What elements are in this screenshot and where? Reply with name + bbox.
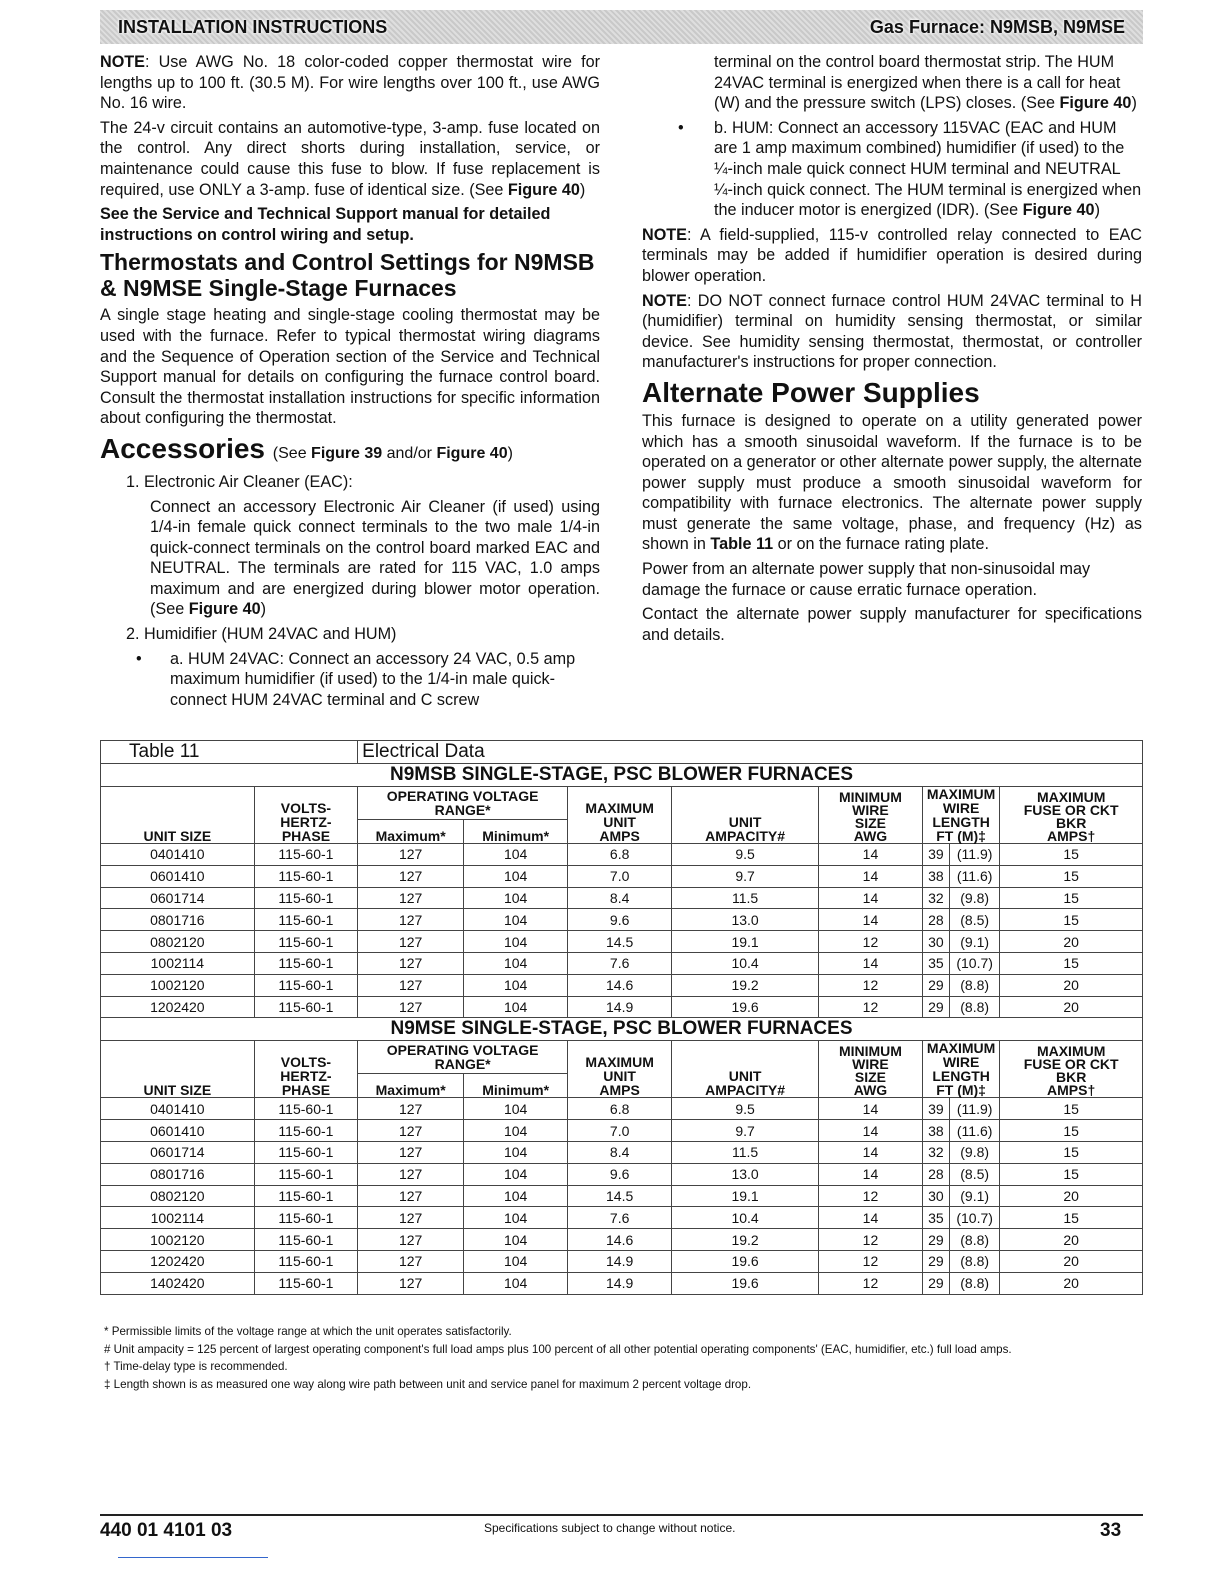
- table-row: [101, 1163, 1143, 1185]
- table-cell: 6.8: [568, 1098, 672, 1120]
- table-cell: (8.8): [950, 1272, 1000, 1294]
- table-cell: 104: [464, 844, 568, 866]
- col-wire-size: MINIMUM WIRE SIZE AWG: [819, 1041, 923, 1098]
- table-cell: 127: [358, 909, 464, 931]
- col-ampacity: UNIT AMPACITY#: [672, 1041, 819, 1098]
- table-row: [101, 1141, 1143, 1163]
- table-cell: 14: [819, 865, 923, 887]
- table-cell: 7.0: [568, 1120, 672, 1142]
- table-cell: 104: [464, 1185, 568, 1207]
- table-cell: 9.7: [672, 1120, 819, 1142]
- table-cell: 28: [922, 1163, 949, 1185]
- table-cell: 115-60-1: [254, 1098, 357, 1120]
- table-cell: (8.5): [950, 1163, 1000, 1185]
- table-cell: 115-60-1: [254, 931, 357, 953]
- col-ampacity: UNIT AMPACITY#: [672, 787, 819, 844]
- table-cell: (8.5): [950, 909, 1000, 931]
- table-cell: 127: [358, 865, 464, 887]
- col-voltage-max: Maximum*: [358, 819, 464, 843]
- table-cell: 19.2: [672, 974, 819, 996]
- table-cell: 15: [1000, 887, 1143, 909]
- table-cell: 15: [1000, 1141, 1143, 1163]
- table-row: [101, 909, 1143, 931]
- table-cell: 0601714: [101, 1141, 255, 1163]
- table-cell: 104: [464, 996, 568, 1018]
- col-operating-voltage: OPERATING VOLTAGE RANGE*: [358, 787, 568, 820]
- footnote: # Unit ampacity = 125 percent of largest operating component's full load amps plus 100 percent of all other potential operating components' (EAC, humidifier, etc.) full load amps.: [104, 1342, 1012, 1356]
- table-cell: 104: [464, 909, 568, 931]
- service-note: See the Service and Technical Support manual for detailed instructions on control wiring and setup.: [100, 205, 551, 244]
- table-cell: 1202420: [101, 996, 255, 1018]
- table-cell: 19.1: [672, 1185, 819, 1207]
- table-cell: (8.8): [950, 974, 1000, 996]
- col-max-amps: MAXIMUM UNIT AMPS: [568, 787, 672, 844]
- table-cell: (9.8): [950, 1141, 1000, 1163]
- table-cell: (11.6): [950, 1120, 1000, 1142]
- alternate-power-contact: Contact the alternate power supply manufacturer for specifications and details.: [642, 605, 1142, 644]
- table-cell: 104: [464, 1098, 568, 1120]
- table-cell: 10.4: [672, 1207, 819, 1229]
- footer-disclaimer: Specifications subject to change without notice.: [484, 1521, 736, 1535]
- fuse-paragraph: The 24-v circuit contains an automotive-type, 3-amp. fuse located on the control. Any direct shorts during installation, service, or maintenance could cause this fuse to blow. If fuse replacement is required, use ONLY a 3-amp. fuse of identical size. (See Figure 40): [100, 118, 600, 199]
- footer-link-line: [118, 1557, 268, 1558]
- thermostats-heading: Thermostats and Control Settings for N9MSB & N9MSE Single-Stage Furnaces: [100, 249, 595, 302]
- col-fuse: MAXIMUM FUSE OR CKT BKR AMPS†: [1000, 1041, 1143, 1098]
- table-row: [101, 974, 1143, 996]
- table-cell: 0801716: [101, 1163, 255, 1185]
- table-cell: 12: [819, 974, 923, 996]
- table-cell: 115-60-1: [254, 996, 357, 1018]
- table-cell: 104: [464, 865, 568, 887]
- table-cell: 12: [819, 931, 923, 953]
- table-cell: 39: [922, 1098, 949, 1120]
- table-cell: 115-60-1: [254, 1207, 357, 1229]
- table-cell: 104: [464, 1141, 568, 1163]
- table-cell: (8.8): [950, 996, 1000, 1018]
- table-cell: 115-60-1: [254, 952, 357, 974]
- footnote: * Permissible limits of the voltage range at which the unit operates satisfactorily.: [104, 1325, 512, 1338]
- table-row: [101, 1185, 1143, 1207]
- table-cell: 12: [819, 996, 923, 1018]
- table-cell: 127: [358, 996, 464, 1018]
- table-cell: 20: [1000, 1250, 1143, 1272]
- table-cell: 14.6: [568, 1229, 672, 1251]
- footnote: ‡ Length shown is as measured one way along wire path between unit and service panel for maximum 2 percent voltage drop.: [104, 1377, 752, 1391]
- table-cell: 1202420: [101, 1250, 255, 1272]
- col-voltage-min: Minimum*: [464, 819, 568, 843]
- accessory-item-2b: • b. HUM: Connect an accessory 115VAC (EAC and HUM are 1 amp maximum combined) humidifier (if used) to the ¼-inch male quick connect HUM terminal and NEUTRAL ¼-inch quick connect. The HUM terminal is energized when the inducer motor is energized (IDR). (See Figure 40): [642, 118, 1142, 221]
- col-volts: VOLTS- HERTZ- PHASE: [254, 1041, 357, 1098]
- table-cell: 14.9: [568, 1272, 672, 1294]
- table-footnotes: [104, 1323, 1144, 1393]
- table-cell: 127: [358, 1250, 464, 1272]
- table-cell: 6.8: [568, 844, 672, 866]
- table-cell: 12: [819, 1185, 923, 1207]
- table-cell: 1002120: [101, 1229, 255, 1251]
- thermostats-text: A single stage heating and single-stage cooling thermostat may be used with the furnace. Refer to typical thermostat wiring diagrams and the Sequence of Operation section of the Service and Technical Support manual for details on configuring the furnace control board. Consult the thermostat installation instructions for specific information about configuring the thermostat.: [100, 306, 600, 428]
- alternate-power-warning: Power from an alternate power supply that non-sinusoidal may damage the furnace or cause erratic furnace operation.: [642, 560, 1091, 599]
- table-cell: 20: [1000, 1272, 1143, 1294]
- table-cell: 14: [819, 1207, 923, 1229]
- table-cell: (9.8): [950, 887, 1000, 909]
- col-unit-size: UNIT SIZE: [101, 787, 255, 844]
- col-wire-size: MINIMUM WIRE SIZE AWG: [819, 787, 923, 844]
- table-cell: 0802120: [101, 1185, 255, 1207]
- table-cell: 115-60-1: [254, 1163, 357, 1185]
- table-cell: 29: [922, 974, 949, 996]
- table-cell: (11.9): [950, 844, 1000, 866]
- table-label: Table 11: [101, 741, 358, 764]
- table-cell: 9.6: [568, 1163, 672, 1185]
- alternate-power-text: This furnace is designed to operate on a utility generated power which has a smooth sinusoidal waveform. If the furnace is to be operated on a generator or other alternate power supply, the alternate power supply must produce a smooth sinusoidal waveform for compatibility with furnace electronics. The alternate power supply must generate the same voltage, phase, and frequency (Hz) as shown in Table 11 or on the furnace rating plate.: [642, 411, 1142, 554]
- table-cell: 15: [1000, 1098, 1143, 1120]
- table-cell: 7.6: [568, 1207, 672, 1229]
- table-cell: 10.4: [672, 952, 819, 974]
- table-cell: 104: [464, 1272, 568, 1294]
- table-cell: 115-60-1: [254, 1250, 357, 1272]
- section-title: N9MSB SINGLE-STAGE, PSC BLOWER FURNACES: [101, 764, 1143, 787]
- table-row: [101, 952, 1143, 974]
- table-cell: (10.7): [950, 952, 1000, 974]
- table-cell: 115-60-1: [254, 1120, 357, 1142]
- table-cell: 20: [1000, 931, 1143, 953]
- table-cell: (9.1): [950, 1185, 1000, 1207]
- table-cell: 0601714: [101, 887, 255, 909]
- table-cell: 8.4: [568, 1141, 672, 1163]
- table-cell: 11.5: [672, 1141, 819, 1163]
- table-cell: 115-60-1: [254, 1229, 357, 1251]
- table-cell: 11.5: [672, 887, 819, 909]
- table-cell: 1002120: [101, 974, 255, 996]
- col-voltage-max: Maximum*: [358, 1073, 464, 1097]
- table-cell: (11.9): [950, 1098, 1000, 1120]
- table-cell: 115-60-1: [254, 1141, 357, 1163]
- table-cell: 1002114: [101, 952, 255, 974]
- header-title: INSTALLATION INSTRUCTIONS: [118, 16, 388, 37]
- table-cell: 38: [922, 1120, 949, 1142]
- table-cell: 0401410: [101, 1098, 255, 1120]
- col-volts: VOLTS- HERTZ- PHASE: [254, 787, 357, 844]
- footnote: † Time-delay type is recommended.: [104, 1360, 288, 1374]
- table-cell: 20: [1000, 1185, 1143, 1207]
- table-cell: 104: [464, 931, 568, 953]
- col-max-amps: MAXIMUM UNIT AMPS: [568, 1041, 672, 1098]
- table-cell: 0601410: [101, 865, 255, 887]
- table-cell: 104: [464, 1250, 568, 1272]
- table-row: [101, 844, 1143, 866]
- table-row: [101, 865, 1143, 887]
- page-number: 33: [1100, 1520, 1122, 1541]
- hum-continuation: terminal on the control board thermostat strip. The HUM 24VAC terminal is energized when there is a call for heat (W) and the pressure switch (LPS) closes. (See Figure 40): [714, 53, 1137, 113]
- table-row: [101, 996, 1143, 1018]
- table-cell: 15: [1000, 1207, 1143, 1229]
- table-cell: 104: [464, 952, 568, 974]
- table-cell: 14: [819, 909, 923, 931]
- header-product: Gas Furnace: N9MSB, N9MSE: [869, 16, 1125, 37]
- table-cell: 127: [358, 931, 464, 953]
- table-cell: 0801716: [101, 909, 255, 931]
- right-column: [642, 52, 1142, 649]
- accessory-item-1: 1. Electronic Air Cleaner (EAC):: [126, 472, 353, 491]
- table-cell: 115-60-1: [254, 865, 357, 887]
- table-cell: 30: [922, 1185, 949, 1207]
- table-cell: 20: [1000, 996, 1143, 1018]
- table-cell: 13.0: [672, 1163, 819, 1185]
- table-row: [101, 1207, 1143, 1229]
- table-cell: 32: [922, 887, 949, 909]
- table-cell: 29: [922, 1229, 949, 1251]
- table-cell: 14: [819, 1120, 923, 1142]
- doc-number: 440 01 4101 03: [100, 1520, 233, 1541]
- table-cell: 1002114: [101, 1207, 255, 1229]
- table-cell: 14: [819, 952, 923, 974]
- table-cell: 14: [819, 1163, 923, 1185]
- table-cell: 12: [819, 1250, 923, 1272]
- alternate-power-heading: Alternate Power Supplies: [642, 376, 980, 408]
- table-cell: 29: [922, 1250, 949, 1272]
- table-cell: (8.8): [950, 1229, 1000, 1251]
- table-cell: 127: [358, 1207, 464, 1229]
- table-cell: 19.1: [672, 931, 819, 953]
- wire-note: NOTE: Use AWG No. 18 color-coded copper thermostat wire for lengths up to 100 ft. (30.5 M). For wire lengths over 100 ft., use AWG No. 16 wire.: [100, 53, 600, 113]
- table-cell: 104: [464, 1163, 568, 1185]
- table-cell: 14.6: [568, 974, 672, 996]
- table-cell: 127: [358, 887, 464, 909]
- table-cell: 127: [358, 1098, 464, 1120]
- table-cell: 1402420: [101, 1272, 255, 1294]
- table-cell: 9.5: [672, 1098, 819, 1120]
- section-title: N9MSE SINGLE-STAGE, PSC BLOWER FURNACES: [101, 1018, 1143, 1041]
- table-cell: 7.0: [568, 865, 672, 887]
- col-fuse: MAXIMUM FUSE OR CKT BKR AMPS†: [1000, 787, 1143, 844]
- table-cell: 19.6: [672, 1272, 819, 1294]
- col-wire-length: MAXIMUM WIRE LENGTH FT (M)‡: [922, 1041, 999, 1098]
- accessories-heading: Accessories (See Figure 39 and/or Figure 40): [100, 432, 513, 464]
- table-cell: 13.0: [672, 909, 819, 931]
- table-cell: 14.9: [568, 996, 672, 1018]
- table-cell: 12: [819, 1229, 923, 1251]
- table-cell: 20: [1000, 974, 1143, 996]
- table-cell: 19.6: [672, 996, 819, 1018]
- col-wire-length: MAXIMUM WIRE LENGTH FT (M)‡: [922, 787, 999, 844]
- table-cell: 14: [819, 1098, 923, 1120]
- table-cell: 8.4: [568, 887, 672, 909]
- table-row: [101, 1120, 1143, 1142]
- footer-rule: [100, 1514, 1143, 1516]
- table-cell: 15: [1000, 865, 1143, 887]
- table-cell: 14: [819, 887, 923, 909]
- table-cell: 9.7: [672, 865, 819, 887]
- table-row: [101, 887, 1143, 909]
- table-cell: 32: [922, 1141, 949, 1163]
- table-cell: 19.6: [672, 1250, 819, 1272]
- table-cell: 35: [922, 952, 949, 974]
- table-cell: (10.7): [950, 1207, 1000, 1229]
- table-cell: 12: [819, 1272, 923, 1294]
- electrical-data-table: [100, 740, 1143, 1295]
- table-cell: 0401410: [101, 844, 255, 866]
- table-row: [101, 1229, 1143, 1251]
- table-cell: 15: [1000, 1120, 1143, 1142]
- col-unit-size: UNIT SIZE: [101, 1041, 255, 1098]
- page-header: [100, 10, 1143, 44]
- hum-warning-note: NOTE: DO NOT connect furnace control HUM 24VAC terminal to H (humidifier) terminal on humidity sensing thermostat, or similar device. See humidity sensing thermostat, thermostat, or controller manufacturer's instructions for proper connection.: [642, 291, 1142, 372]
- table-cell: 115-60-1: [254, 887, 357, 909]
- accessory-item-2: 2. Humidifier (HUM 24VAC and HUM): [126, 625, 397, 644]
- table-cell: 127: [358, 1185, 464, 1207]
- table-cell: 127: [358, 1163, 464, 1185]
- table-cell: 0802120: [101, 931, 255, 953]
- table-cell: 14.9: [568, 1250, 672, 1272]
- table-cell: (8.8): [950, 1250, 1000, 1272]
- table-cell: 14.5: [568, 931, 672, 953]
- table-cell: 104: [464, 974, 568, 996]
- table-cell: 127: [358, 952, 464, 974]
- col-operating-voltage: OPERATING VOLTAGE RANGE*: [358, 1041, 568, 1074]
- table-cell: 14.5: [568, 1185, 672, 1207]
- table-cell: 20: [1000, 1229, 1143, 1251]
- table-cell: 38: [922, 865, 949, 887]
- table-cell: 29: [922, 996, 949, 1018]
- table-cell: 7.6: [568, 952, 672, 974]
- table-cell: 39: [922, 844, 949, 866]
- table-cell: 115-60-1: [254, 1185, 357, 1207]
- table-cell: 35: [922, 1207, 949, 1229]
- table-cell: 0601410: [101, 1120, 255, 1142]
- table-cell: 14: [819, 1141, 923, 1163]
- table-cell: 115-60-1: [254, 1272, 357, 1294]
- table-row: [101, 1098, 1143, 1120]
- table-cell: 15: [1000, 952, 1143, 974]
- table-cell: 115-60-1: [254, 909, 357, 931]
- relay-note: NOTE: A field-supplied, 115-v controlled relay connected to EAC terminals may be added if humidifier operation is desired during blower operation.: [642, 225, 1142, 285]
- table-cell: 104: [464, 1229, 568, 1251]
- table-cell: (9.1): [950, 931, 1000, 953]
- table-cell: 14: [819, 844, 923, 866]
- accessory-item-2a: • a. HUM 24VAC: Connect an accessory 24 VAC, 0.5 amp maximum humidifier (if used) to the 1/4-in male quick-connect HUM 24VAC terminal and C screw: [100, 649, 600, 711]
- table-cell: 127: [358, 1272, 464, 1294]
- table-cell: 104: [464, 1120, 568, 1142]
- table-cell: 29: [922, 1272, 949, 1294]
- table-cell: 15: [1000, 909, 1143, 931]
- table-cell: 127: [358, 974, 464, 996]
- table-cell: 127: [358, 1120, 464, 1142]
- table-cell: 115-60-1: [254, 844, 357, 866]
- table-cell: 115-60-1: [254, 974, 357, 996]
- table-cell: 28: [922, 909, 949, 931]
- table-row: [101, 1272, 1143, 1294]
- table-row: [101, 1250, 1143, 1272]
- table-title: Electrical Data: [358, 741, 1143, 764]
- table-cell: (11.6): [950, 865, 1000, 887]
- table-cell: 127: [358, 1229, 464, 1251]
- table-cell: 15: [1000, 844, 1143, 866]
- table-cell: 127: [358, 844, 464, 866]
- table-cell: 15: [1000, 1163, 1143, 1185]
- accessory-item-1-text: Connect an accessory Electronic Air Cleaner (if used) using 1/4-in female quick connect terminals to the two male 1/4-in quick-connect terminals on the control board marked EAC and NEUTRAL. The terminals are rated for 115 VAC, 1.0 amps maximum and are energized during blower motor operation. (See Figure 40): [150, 497, 600, 619]
- table-cell: 127: [358, 1141, 464, 1163]
- table-cell: 9.6: [568, 909, 672, 931]
- table-cell: 104: [464, 1207, 568, 1229]
- table-cell: 30: [922, 931, 949, 953]
- col-voltage-min: Minimum*: [464, 1073, 568, 1097]
- table-row: [101, 931, 1143, 953]
- table-cell: 104: [464, 887, 568, 909]
- table-cell: 19.2: [672, 1229, 819, 1251]
- table-cell: 9.5: [672, 844, 819, 866]
- left-column: [100, 52, 600, 714]
